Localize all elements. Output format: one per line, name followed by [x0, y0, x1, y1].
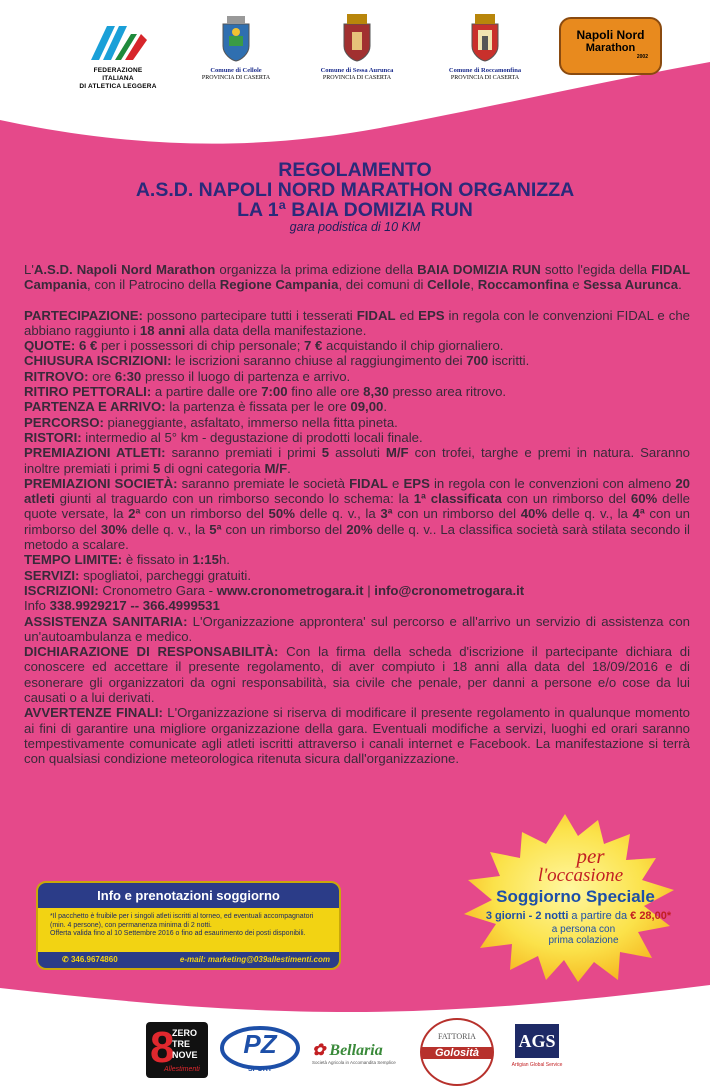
title-line1: REGOLAMENTO — [278, 159, 432, 181]
cellole-sub: PROVINCIA DI CASERTA — [201, 75, 271, 81]
sponsor-fattoria-name: Golosità — [422, 1047, 492, 1059]
sponsor-bellaria-name: Bellaria — [329, 1042, 383, 1059]
cellole-name: Comune di Cellole — [210, 67, 262, 74]
offer-line1: a persona con — [551, 924, 616, 935]
flower-icon: ✿ — [312, 1042, 326, 1059]
napoli-nord-marathon-logo — [559, 17, 662, 75]
title-block — [0, 160, 710, 234]
rule-partecipazione: PARTECIPAZIONE: possono partecipare tutti i tesserati FIDAL ed EPS in regola con le convenzioni FIDAL e che abbiano raggiunto i 18 anni alla data della manifestazione. — [24, 307, 691, 338]
fidal-line2: DI ATLETICA LEGGERA — [79, 83, 157, 90]
roccamonfina-name: Comune di Roccamonfina — [448, 67, 522, 74]
sponsor-bar — [0, 1010, 710, 1090]
sponsor-ags-sub: Artigian Global Service — [511, 1062, 563, 1068]
roccamonfina-logo — [440, 12, 530, 82]
title-subtitle: gara podistica di 10 KM — [289, 220, 421, 234]
sponsor-fattoria-golosita — [420, 1018, 494, 1086]
rule-premiazioni-atleti: PREMIAZIONI ATLETI: saranno premiati i primi 5 assoluti M/F con trofei, targhe e premi in natura. Saranno inoltre premiati i primi 5 di ogni categoria M/F. — [24, 445, 690, 476]
fidal-logo — [78, 14, 158, 91]
nnm-line2: Marathon — [585, 42, 636, 54]
crest-icon — [340, 12, 374, 62]
sessa-name: Comune di Sessa Aurunca — [320, 67, 394, 74]
sponsor-zero-tre-nove — [146, 1022, 208, 1078]
sponsor-zero-l2: TRE — [172, 1039, 190, 1049]
booking-contacts — [38, 952, 339, 968]
sponsor-zero-l4: Allestimenti — [164, 1066, 200, 1073]
intro-paragraph: L'A.S.D. Napoli Nord Marathon organizza la prima edizione della BAIA DOMIZIA RUN sotto l'egida della FIDAL Campania, con il Patrocino della Regione Campania, dei comuni di Cellole, Roccamonfina e Sessa Aurunca. — [24, 262, 691, 293]
sessa-logo — [312, 12, 402, 82]
regulation-body — [24, 262, 690, 767]
sponsor-ags — [508, 1024, 566, 1082]
offer-line2: prima colazione — [548, 935, 619, 946]
rule-premiazioni-societa: PREMIAZIONI SOCIETÀ: saranno premiate le società FIDAL e EPS in regola con le convenzioni con almeno 20 atleti giunti al traguardo con un rimborso secondo lo schema: la 1ª classificata con un rimborso del 60% delle quote versate, la 2ª con un rimborso del 50% delle q. v., la 3ª con un rimborso del 40% delle q. v., la 4ª con un rimborso del 30% delle q. v., la 5ª con un rimborso del 20% delle q. v.. La classifica società sarà stilata secondo il metodo a scalare. — [24, 475, 691, 553]
rule-partenza: PARTENZA E ARRIVO: la partenza è fissata per le ore 09,00. — [24, 399, 388, 415]
phone-numbers: 338.9929217 -- 366.4999531 — [49, 598, 220, 614]
rule-quote: QUOTE: 6 € per i possessori di chip personale; 7 € acquistando il chip giornaliero. — [24, 338, 504, 354]
special-offer — [438, 810, 693, 985]
sponsor-pz-sport — [220, 1024, 300, 1078]
sessa-sub: PROVINCIA DI CASERTA — [322, 75, 392, 81]
booking-phone[interactable]: 346.9674860 — [70, 955, 118, 964]
sponsor-fattoria-top: FATTORIA — [438, 1032, 476, 1041]
sponsor-pz-name: PZ — [243, 1029, 277, 1059]
booking-email[interactable]: e-mail: marketing@039allestimenti.com — [179, 955, 330, 964]
fidal-icon — [83, 14, 153, 62]
sponsor-zero-l3: NOVE — [172, 1050, 198, 1060]
sponsor-bellaria-sub: Società Agricola in Accomandita Semplice — [312, 1060, 396, 1065]
sponsor-bellaria — [312, 1040, 408, 1076]
fidal-line1: FEDERAZIONE ITALIANA — [93, 67, 143, 82]
rule-ritrovo: RITROVO: ore 6:30 presso il luogo di partenza e arrivo. — [24, 368, 351, 384]
nnm-line1: Napoli Nord — [576, 28, 645, 42]
title-line2: A.S.D. NAPOLI NORD MARATHON ORGANIZZA — [135, 179, 575, 201]
booking-info-box — [36, 881, 341, 970]
rule-dichiarazione: DICHIARAZIONE DI RESPONSABILITÀ: Con la firma della scheda d'iscrizione il partecipante dichiara di conoscere ed accettare il presente regolamento, di aver compiuto i 18 anni alla data del 18/09/2016 e di esonerare gli organizzatori da ogni responsabilità, sia civile che penale, per danni a persone e/o cose da lui causati o a lui derivati. — [24, 644, 691, 706]
crest-icon — [468, 12, 502, 62]
website-link[interactable]: www.cronometrogara.it — [216, 582, 364, 598]
booking-info-title: Info e prenotazioni soggiorno — [38, 883, 339, 908]
offer-days: 3 giorni - 2 notti a partire da € 28,00* — [485, 910, 672, 922]
rule-assistenza: ASSISTENZA SANITARIA: L'Organizzazione approntera' sul percorso e all'arrivo un servizio di assistenza con un'autoambulanza e medico. — [24, 613, 690, 644]
rule-avvertenze: AVVERTENZE FINALI: L'Organizzazione si riserva di modificare il presente regolamento in qualunque momento ai fini di garantire una migliore organizzazione della gara. Eventuali modifiche a servizi, luoghi ed orari saranno tempestivamente comunicate agli atleti iscritti attraverso i canali internet e Facebook. La manifestazione si terrà con qualsiasi condizione meteorologica ritenuta sicura dall'organizzazione. — [24, 705, 690, 767]
rule-percorso: PERCORSO: pianeggiante, asfaltato, immerso nella fitta pineta. — [24, 414, 398, 430]
email-link[interactable]: info@cronometrogara.it — [374, 582, 525, 598]
sponsor-ags-name: AGS — [515, 1024, 559, 1058]
crest-icon — [219, 14, 253, 62]
roccamonfina-sub: PROVINCIA DI CASERTA — [450, 75, 520, 81]
cellole-logo — [196, 14, 276, 82]
rule-ristori: RISTORI: intermedio al 5° km - degustazione di prodotti locali finale. — [24, 429, 423, 445]
rule-tempo: TEMPO LIMITE: è fissato in 1:15h. — [24, 552, 230, 568]
title-line3: LA 1ª BAIA DOMIZIA RUN — [237, 199, 473, 221]
offer-per: per — [576, 844, 605, 868]
rule-chiusura: CHIUSURA ISCRIZIONI: le iscrizioni saranno chiuse al raggiungimento dei 700 iscritti. — [24, 353, 530, 369]
phone-icon: ✆ — [62, 955, 71, 964]
header-logos — [0, 0, 710, 100]
offer-occasione: l'occasione — [537, 865, 624, 886]
rule-info: Info 338.9929217 -- 366.4999531 — [24, 598, 220, 614]
offer-title: Soggiorno Speciale — [496, 887, 655, 906]
sponsor-digit: 8 — [150, 1023, 175, 1072]
sponsor-zero-l1: ZERO — [172, 1028, 198, 1038]
nnm-year: 2002 — [636, 54, 648, 60]
rule-iscrizioni: ISCRIZIONI: Cronometro Gara - www.cronometrogara.it | info@cronometrogara.it — [24, 582, 525, 598]
rule-ritiro: RITIRO PETTORALI: a partire dalle ore 7:00 fino alle ore 8,30 presso area ritrovo. — [24, 384, 507, 400]
rule-servizi: SERVIZI: spogliatoi, parcheggi gratuiti. — [24, 567, 251, 583]
booking-info-note: *Il pacchetto è fruibile per i singoli atleti iscritti al torneo, ed eventuali accompagnatori (min. 4 persone), con permanenza minima di 2 notti. Offerta valida fino al 10 Settembre 2016 o fino ad esaurimento dei posti disponibili. — [50, 913, 314, 937]
sponsor-pz-sub: SPORT — [247, 1066, 273, 1073]
